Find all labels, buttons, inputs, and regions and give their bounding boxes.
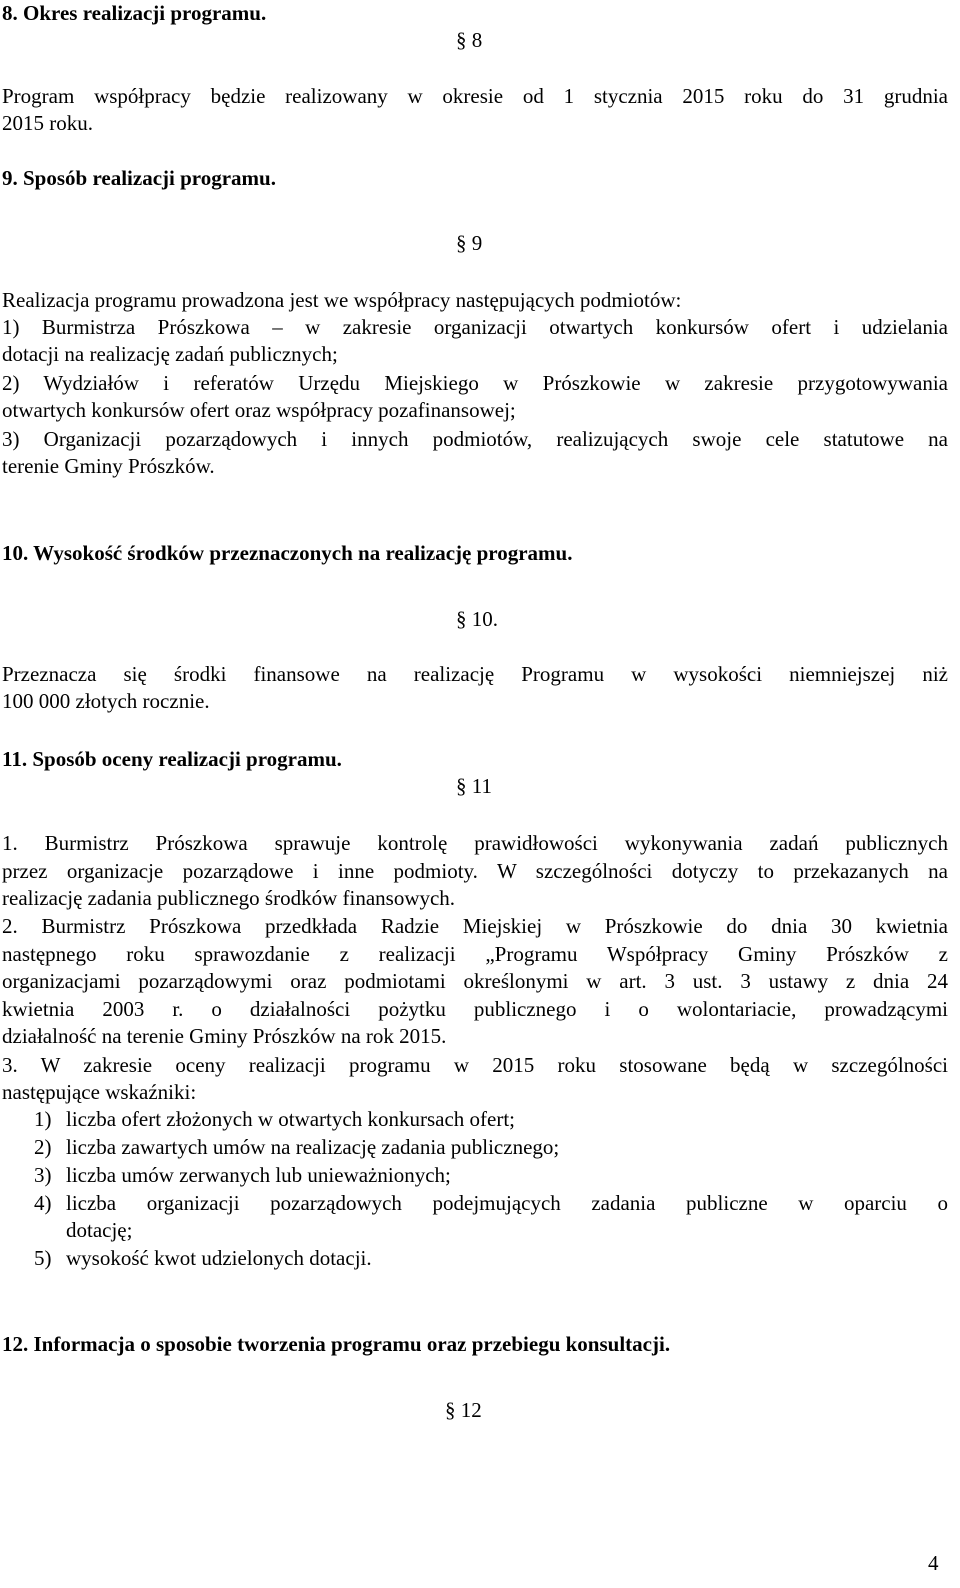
- section-9-heading: 9. Sposób realizacji programu.: [2, 166, 276, 190]
- section-11-heading: 11. Sposób oceny realizacji programu.: [2, 747, 342, 771]
- section-9-line: 1) Burmistrza Prószkowa – w zakresie organizacji otwartych konkursów ofert i udzielania: [2, 315, 948, 339]
- section-10-heading: 10. Wysokość środków przeznaczonych na realizację programu.: [2, 541, 573, 565]
- section-11-line: realizację zadania publicznego środków finansowych.: [2, 886, 456, 910]
- list-item-number: 2): [34, 1135, 52, 1159]
- list-item-continuation: dotację;: [66, 1218, 133, 1242]
- paragraph-mark-12: § 12: [445, 1398, 482, 1422]
- section-8-text-line: Program współpracy będzie realizowany w okresie od 1 stycznia 2015 roku do 31 grudnia: [2, 84, 948, 108]
- list-item: wysokość kwot udzielonych dotacji.: [66, 1246, 372, 1270]
- paragraph-mark-9: § 9: [456, 231, 483, 255]
- section-11-line: działalność na terenie Gminy Prószków na rok 2015.: [2, 1024, 447, 1048]
- section-11-line: następujące wskaźniki:: [2, 1080, 197, 1104]
- list-item-number: 1): [34, 1107, 52, 1131]
- section-9-line: 3) Organizacji pozarządowych i innych podmiotów, realizujących swoje cele statutowe na: [2, 427, 948, 451]
- section-11-line: kwietnia 2003 r. o działalności pożytku publicznego i o wolontariacie, prowadzącymi: [2, 997, 948, 1021]
- paragraph-mark-8: § 8: [456, 28, 483, 52]
- page-number: 4: [928, 1551, 939, 1575]
- section-11-line: przez organizacje pozarządowe i inne podmioty. W szczególności dotyczy to przekazanych na: [2, 859, 948, 883]
- section-11-line: 1. Burmistrz Prószkowa sprawuje kontrolę prawidłowości wykonywania zadań publicznych: [2, 831, 948, 855]
- section-9-line: 2) Wydziałów i referatów Urzędu Miejskiego w Prószkowie w zakresie przygotowywania: [2, 371, 948, 395]
- list-item: liczba ofert złożonych w otwartych konkursach ofert;: [66, 1107, 515, 1131]
- list-item: liczba zawartych umów na realizację zadania publicznego;: [66, 1135, 560, 1159]
- section-8-text-line: 2015 roku.: [2, 111, 93, 135]
- section-10-line: 100 000 złotych rocznie.: [2, 689, 210, 713]
- section-9-line: terenie Gminy Prószków.: [2, 454, 215, 478]
- section-9-intro: Realizacja programu prowadzona jest we współpracy następujących podmiotów:: [2, 288, 682, 312]
- section-9-line: dotacji na realizację zadań publicznych;: [2, 342, 338, 366]
- section-11-line: organizacjami pozarządowymi oraz podmiotami określonymi w art. 3 ust. 3 ustawy z dnia 24: [2, 969, 948, 993]
- list-item-number: 5): [34, 1246, 52, 1270]
- paragraph-mark-11: § 11: [456, 774, 492, 798]
- section-11-line: następnego roku sprawozdanie z realizacji „Programu Współpracy Gminy Prószków z: [2, 942, 948, 966]
- paragraph-mark-10: § 10.: [456, 607, 498, 631]
- list-item-number: 3): [34, 1163, 52, 1187]
- list-item-number: 4): [34, 1191, 52, 1215]
- list-item: liczba umów zerwanych lub unieważnionych;: [66, 1163, 451, 1187]
- section-9-line: otwartych konkursów ofert oraz współpracy pozafinansowej;: [2, 398, 516, 422]
- section-11-line: 3. W zakresie oceny realizacji programu w 2015 roku stosowane będą w szczególności: [2, 1053, 948, 1077]
- section-8-heading: 8. Okres realizacji programu.: [2, 1, 267, 25]
- list-item: liczba organizacji pozarządowych podejmujących zadania publiczne w oparciu o: [66, 1191, 948, 1215]
- section-12-heading: 12. Informacja o sposobie tworzenia programu oraz przebiegu konsultacji.: [2, 1332, 671, 1356]
- section-11-line: 2. Burmistrz Prószkowa przedkłada Radzie Miejskiej w Prószkowie do dnia 30 kwietnia: [2, 914, 948, 938]
- section-10-line: Przeznacza się środki finansowe na realizację Programu w wysokości niemniejszej niż: [2, 662, 948, 686]
